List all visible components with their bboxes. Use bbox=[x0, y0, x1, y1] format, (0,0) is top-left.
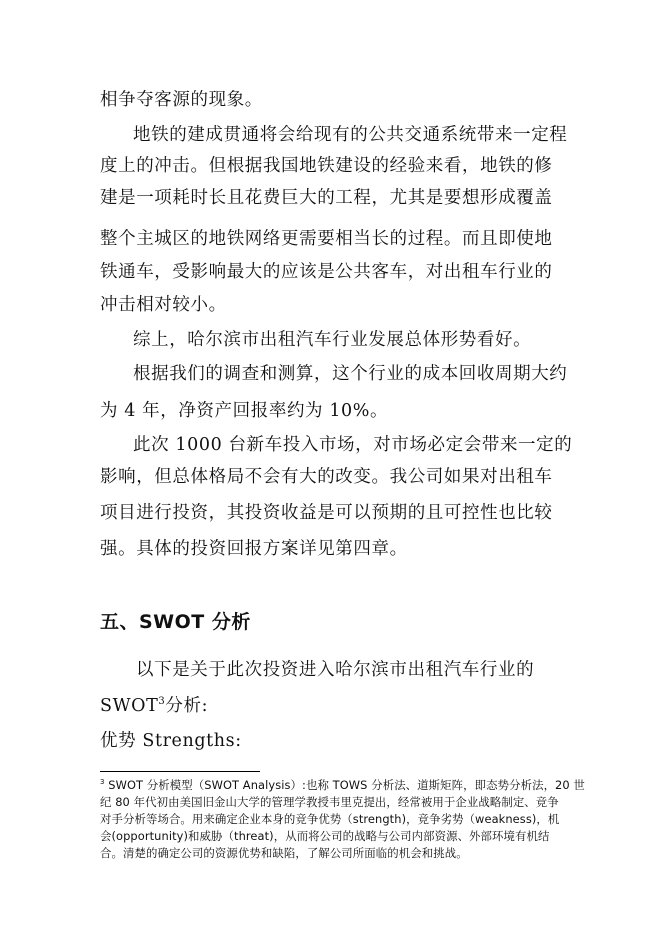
footnote-line bbox=[100, 778, 585, 793]
body-line: 此次 1000 台新车投入市场，对市场必定会带来一定的 bbox=[133, 435, 573, 455]
body-line: 铁通车，受影响最大的应该是公共客车，对出租车行业的 bbox=[100, 262, 553, 282]
body-line: 相争夺客源的现象。 bbox=[100, 90, 263, 110]
body-line: 项目进行投资，其投资收益是可以预期的且可控性也比较 bbox=[100, 503, 553, 523]
swot-label bbox=[100, 696, 208, 716]
footnote-line: 会(opportunity)和威胁（threat)，从而将公司的战略与公司内部资源、外部环境有机结 bbox=[100, 829, 550, 843]
footnote-reference[interactable]: 3 bbox=[158, 696, 166, 708]
body-line: 地铁的建成贯通将会给现有的公共交通系统带来一定程 bbox=[133, 125, 568, 145]
footnote-line: 对手分析等场合。用来确定企业本身的竞争优势（strength)，竞争劣势（weakness)，机 bbox=[100, 812, 560, 826]
body-line: 综上，哈尔滨市出租汽车行业发展总体形势看好。 bbox=[133, 330, 532, 350]
body-line: 整个主城区的地铁网络更需要相当长的过程。而且即使地 bbox=[100, 229, 553, 249]
footnote-line: 合。清楚的确定公司的资源优势和缺陷，了解公司所面临的机会和挑战。 bbox=[100, 846, 468, 860]
footnote-text: SWOT 分析模型（SWOT Analysis）:也称 TOWS 分析法、道斯矩阵，即态势分析法，20 世 bbox=[104, 778, 585, 792]
section-intro: 以下是关于此次投资进入哈尔滨市出租汽车行业的 bbox=[136, 660, 535, 680]
swot-suffix: 分析: bbox=[165, 696, 209, 716]
swot-text: SWOT bbox=[100, 696, 159, 716]
body-line: 根据我们的调查和测算，这个行业的成本回收周期大约 bbox=[133, 364, 568, 384]
section-heading: 五、SWOT 分析 bbox=[100, 611, 251, 633]
strengths-label: 优势 Strengths: bbox=[100, 731, 242, 751]
body-line: 强。具体的投资回报方案详见第四章。 bbox=[100, 539, 408, 559]
footnote-line: 纪 80 年代初由美国旧金山大学的管理学教授韦里克提出，经常被用于企业战略制定、竞争 bbox=[100, 795, 559, 809]
body-line: 影响，但总体格局不会有大的改变。我公司如果对出租车 bbox=[100, 467, 553, 487]
body-line: 为 4 年，净资产回报率约为 10%。 bbox=[100, 401, 389, 421]
footnote-marker: 3 bbox=[100, 778, 105, 787]
body-line: 度上的冲击。但根据我国地铁建设的经验来看，地铁的修 bbox=[100, 156, 553, 176]
body-line: 建是一项耗时长且花费巨大的工程，尤其是要想形成覆盖 bbox=[100, 188, 553, 208]
body-line: 冲击相对较小。 bbox=[100, 295, 227, 315]
footnote-separator bbox=[100, 771, 260, 772]
